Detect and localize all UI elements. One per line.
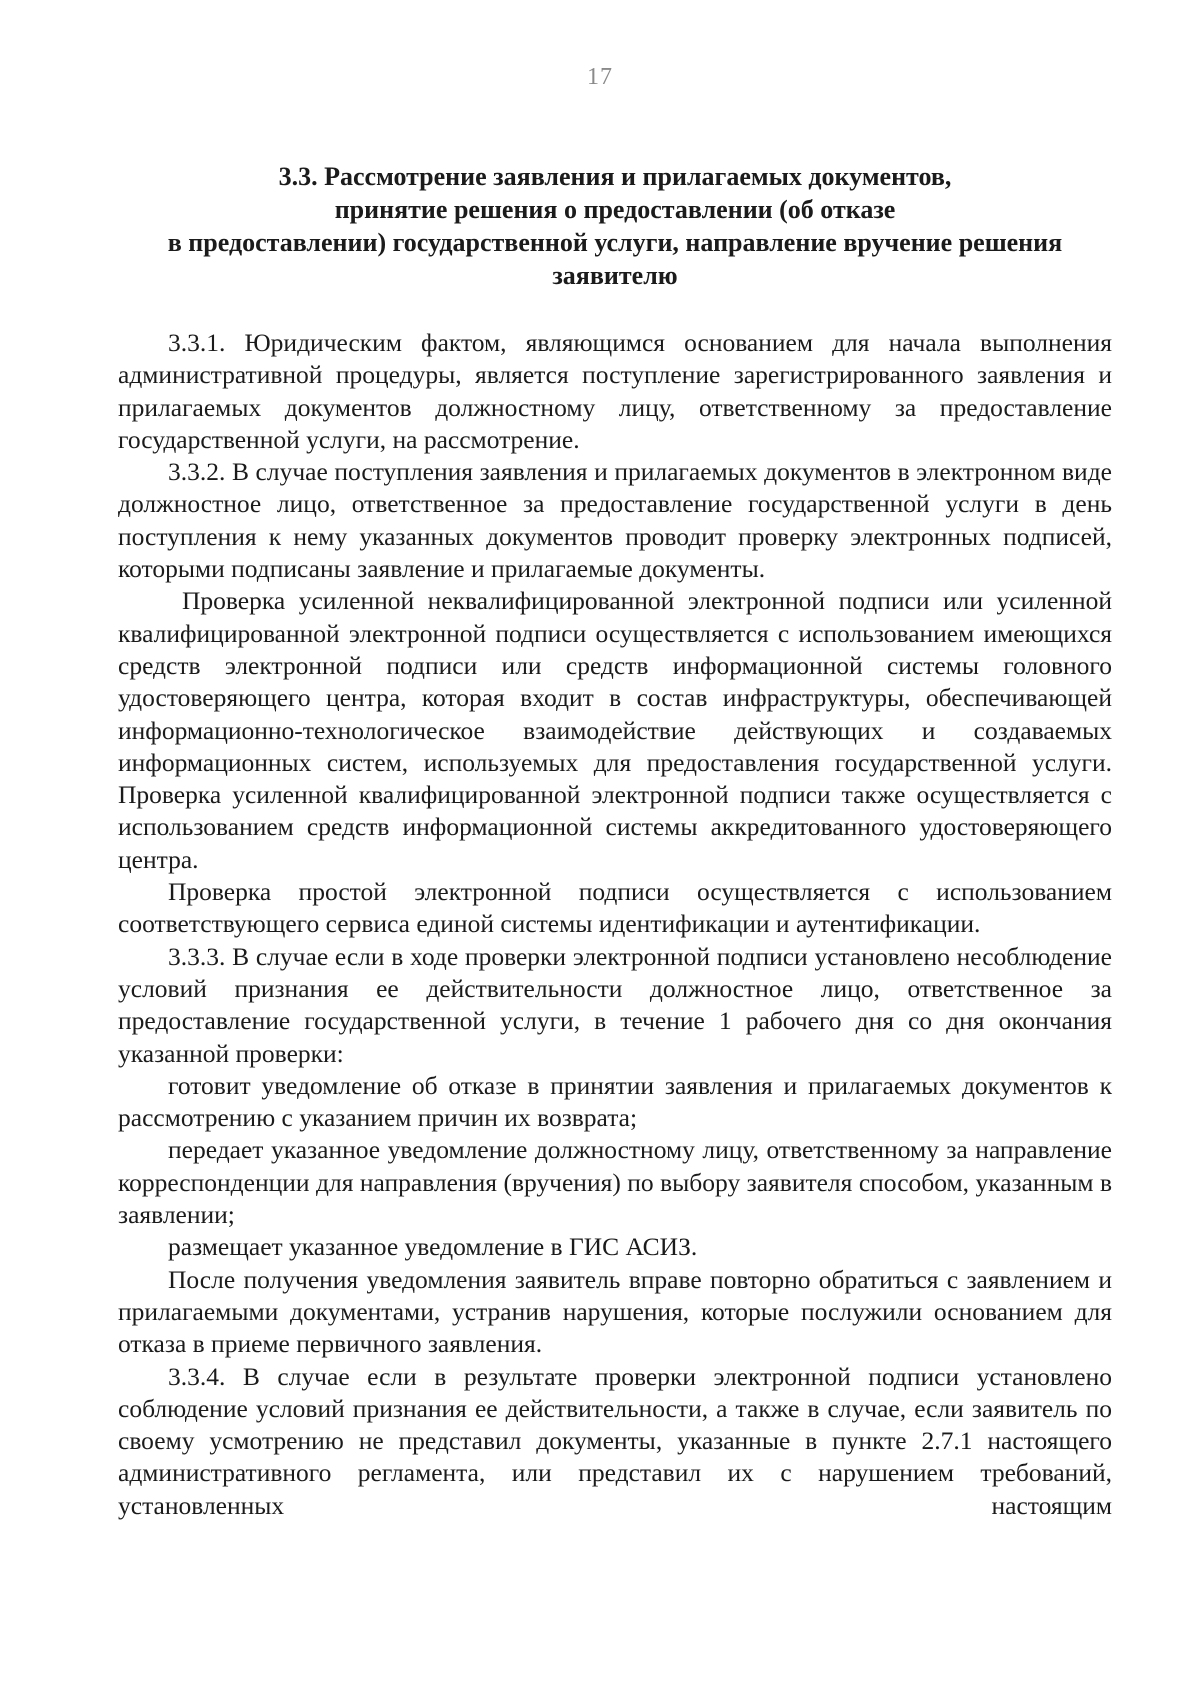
paragraph-signature-check: Проверка усиленной неквалифицированной электронной подписи или усиленной квалифицированной электронной подписи осуществляется с использованием имеющихся средств электронной подписи или средств информационной системы головного удостоверяющего центра, которая входит в состав инфраструктуры, обеспечивающей информационно-технологическое взаимодействие действующих и создаваемых информационных систем, используемых для предоставления государственной услуги. Проверка усиленной квалифицированной электронной подписи также осуществляется с использованием средств информационной системы аккредитованного удостоверяющего центра. [118,586,1112,874]
paragraph-simple-signature: Проверка простой электронной подписи осуществляется с использованием соответствующего сервиса единой системы идентификации и аутентификации. [118,877,1112,939]
list-item-publish-notice: размещает указанное уведомление в ГИС АСИЗ. [168,1232,698,1262]
section-heading-line: принятие решения о предоставлении (об отказе [334,195,896,224]
section-heading-line: заявителю [552,261,678,290]
paragraph-3-3-3: 3.3.3. В случае если в ходе проверки электронной подписи установлено несоблюдение условий признания ее действительности должностное лицо, ответственное за предоставление государственной услуги, в течение 1 рабочего дня со дня окончания указанной проверки: [118,941,1112,1068]
page-number: 17 [587,64,613,90]
section-heading [118,160,1112,292]
paragraph-3-3-4: 3.3.4. В случае если в результате проверки электронной подписи установлено соблюдение условий признания ее действительности, а также в случае, если заявитель по своему усмотрению не представил документы, указанные в пункте 2.7.1 настоящего административного регламента, или представил их с нарушением требований, установленных настоящим [118,1361,1112,1520]
document-body [118,327,1112,1522]
paragraph-reapply: После получения уведомления заявитель вправе повторно обратиться с заявлением и прилагаемыми документами, устранив нарушения, которые послужили основанием для отказа в приеме первичного заявления. [118,1264,1112,1359]
list-item-prepare-notice: готовит уведомление об отказе в принятии заявления и прилагаемых документов к рассмотрению с указанием причин их возврата; [118,1070,1112,1133]
list-item-transfer-notice: передает указанное уведомление должностному лицу, ответственному за направление корреспонденции для направления (вручения) по выбору заявителя способом, указанным в заявлении; [118,1135,1112,1230]
section-heading-line: в предоставлении) государственной услуги, направление вручение решения [167,228,1063,257]
paragraph-3-3-2: 3.3.2. В случае поступления заявления и прилагаемых документов в электронном виде должностное лицо, ответственное за предоставление государственной услуги в день поступления к нему указанных документов проводит проверку электронных подписей, которыми подписаны заявление и прилагаемые документы. [118,457,1112,584]
paragraph-3-3-1: 3.3.1. Юридическим фактом, являющимся основанием для начала выполнения административной процедуры, является поступление зарегистрированного заявления и прилагаемых документов должностному лицу, ответственному за предоставление государственной услуги, на рассмотрение. [118,328,1112,454]
section-heading-line: 3.3. Рассмотрение заявления и прилагаемых документов, [278,162,952,191]
